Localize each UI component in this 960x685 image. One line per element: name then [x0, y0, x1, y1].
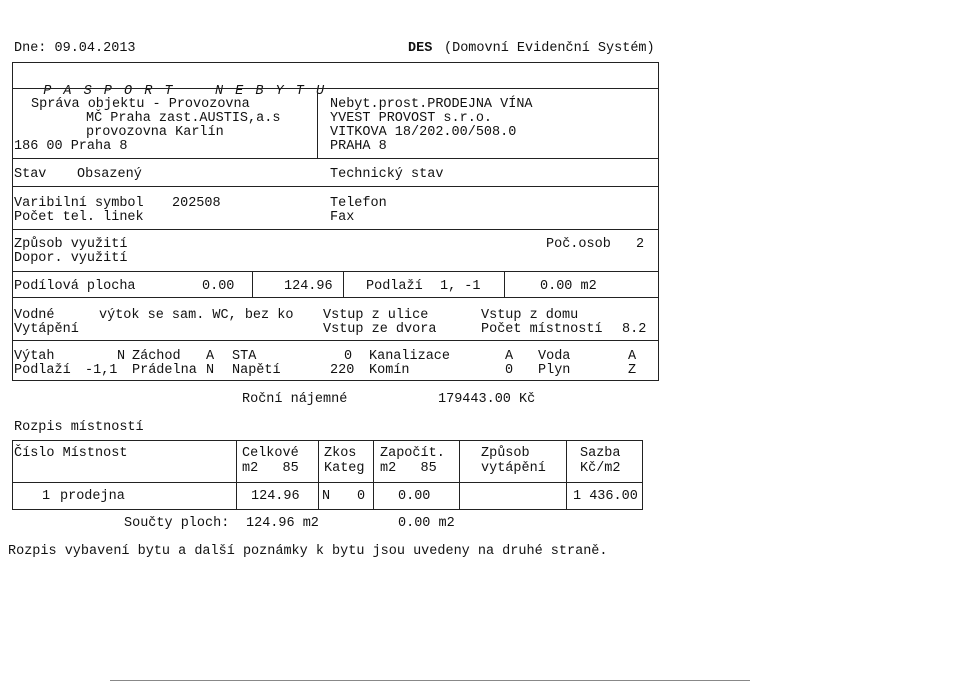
system-name: (Domovní Evidenční Systém) — [444, 41, 655, 56]
scan-line — [110, 680, 750, 681]
unit-line-2: YVEST PROVOST s.r.o. — [330, 111, 493, 126]
admin-line-1: Správa objektu - Provozovna — [31, 97, 250, 112]
unit-line-3: VITKOVA 18/202.00/508.0 — [330, 125, 517, 140]
area-sep-2 — [343, 271, 344, 297]
util-r2-label-1: Podlaží — [14, 363, 71, 378]
totals-label: Součty ploch: — [124, 516, 230, 531]
th-zkos: Zkos — [324, 446, 357, 461]
util-r2-value-1: -1,1 — [85, 363, 118, 378]
document-title — [23, 69, 326, 99]
admin-line-4: 186 00 Praha 8 — [14, 139, 128, 154]
area-sep-1 — [252, 271, 253, 297]
usage-label: Způsob využití — [14, 237, 128, 252]
admin-divider — [12, 158, 659, 159]
area-extra: 0.00 m2 — [540, 279, 597, 294]
util-r2-value-2: N — [206, 363, 215, 378]
rooms-section-title: Rozpis místností — [14, 420, 144, 435]
row-counted: 0.00 — [398, 489, 431, 504]
th-counted-2: m2 85 — [380, 461, 437, 476]
util-r2-label-5: Plyn — [538, 363, 571, 378]
th-kateg: Kateg — [324, 461, 365, 476]
col-sep-5 — [566, 440, 567, 510]
totals-total: 124.96 m2 — [246, 516, 319, 531]
row-number: 1 — [42, 489, 51, 504]
util-r2-label-2: Prádelna — [132, 363, 197, 378]
util-r1-value-3: 0 — [344, 349, 353, 364]
row-total: 124.96 — [251, 489, 300, 504]
water-label: Vodné — [14, 308, 55, 323]
area-total: 124.96 — [284, 279, 333, 294]
title-divider — [12, 88, 659, 89]
th-rate-1: Sazba — [580, 446, 621, 461]
th-room: Číslo Místnost — [14, 446, 128, 461]
phone-lines-label: Počet tel. linek — [14, 210, 144, 225]
util-r1-value-1: N — [117, 349, 126, 364]
row-name: prodejna — [60, 489, 125, 504]
row-kateg: 0 — [357, 489, 366, 504]
th-rate-2: Kč/m2 — [580, 461, 621, 476]
fax-label: Fax — [330, 210, 355, 225]
util-r2-label-4: Komín — [369, 363, 410, 378]
water-value: výtok se sam. WC, bez ko — [99, 308, 294, 323]
util-r1-label-1: Výtah — [14, 349, 55, 364]
th-counted-1: Započít. — [380, 446, 445, 461]
var-symbol-value: 202508 — [172, 196, 221, 211]
col-sep-4 — [459, 440, 460, 510]
admin-line-3: provozovna Karlín — [86, 125, 224, 140]
unit-line-1: Nebyt.prost.PRODEJNA VÍNA — [330, 97, 533, 112]
util-r2-value-5: Z — [628, 363, 637, 378]
contact-divider — [12, 229, 659, 230]
area-share: 0.00 — [202, 279, 235, 294]
persons-value: 2 — [636, 237, 645, 252]
row-rate: 1 436.00 — [573, 489, 638, 504]
admin-unit-divider — [317, 88, 318, 159]
facilities-divider — [12, 340, 659, 341]
heating-label: Vytápění — [14, 322, 79, 337]
th-total-2: m2 85 — [242, 461, 299, 476]
rent-value: 179443.00 Kč — [438, 392, 536, 407]
title-word-1: P A S P O R T — [43, 84, 175, 99]
footer-note: Rozpis vybavení bytu a další poznámky k bytu jsou uvedeny na druhé straně. — [8, 544, 608, 559]
title-word-2: N E B Y T U — [214, 84, 327, 99]
date-label: Dne: 09.04.2013 — [14, 41, 136, 56]
util-r1-value-2: A — [206, 349, 215, 364]
th-heat-1: Způsob — [481, 446, 530, 461]
rent-label: Roční nájemné — [242, 392, 348, 407]
tech-status-label: Technický stav — [330, 167, 444, 182]
area-label: Podílová plocha — [14, 279, 136, 294]
entry-street-label: Vstup z ulice — [323, 308, 429, 323]
table-header-divider — [12, 482, 643, 483]
util-r2-label-3: Napětí — [232, 363, 281, 378]
rooms-count-value: 8.2 — [622, 322, 647, 337]
area-divider — [12, 297, 659, 298]
rec-usage-label: Dopor. využití — [14, 251, 128, 266]
util-r2-value-4: 0 — [505, 363, 514, 378]
util-r1-label-5: Voda — [538, 349, 571, 364]
var-symbol-label: Varibilní symbol — [14, 196, 144, 211]
floor-label: Podlaží — [366, 279, 423, 294]
area-sep-3 — [504, 271, 505, 297]
rooms-count-label: Počet místností — [481, 322, 603, 337]
unit-line-4: PRAHA 8 — [330, 139, 387, 154]
admin-line-2: MČ Praha zast.AUSTIS,a.s — [86, 111, 281, 126]
util-r2-value-3: 220 — [330, 363, 355, 378]
totals-counted: 0.00 m2 — [398, 516, 455, 531]
system-abbr: DES — [408, 41, 433, 56]
th-heat-2: vytápění — [481, 461, 546, 476]
col-sep-1 — [236, 440, 237, 510]
usage-divider — [12, 271, 659, 272]
col-sep-3 — [373, 440, 374, 510]
th-total-1: Celkové — [242, 446, 299, 461]
util-r1-label-4: Kanalizace — [369, 349, 451, 364]
phone-label: Telefon — [330, 196, 387, 211]
util-r1-value-5: A — [628, 349, 637, 364]
util-r1-value-4: A — [505, 349, 514, 364]
entry-yard-label: Vstup ze dvora — [323, 322, 437, 337]
row-zkos: N — [322, 489, 331, 504]
entry-house-label: Vstup z domu — [481, 308, 579, 323]
floor-value: 1, -1 — [440, 279, 481, 294]
util-r1-label-3: STA — [232, 349, 257, 364]
status-label: Stav — [14, 167, 47, 182]
status-value: Obsazený — [77, 167, 142, 182]
persons-label: Poč.osob — [546, 237, 611, 252]
util-r1-label-2: Záchod — [132, 349, 181, 364]
status-divider — [12, 186, 659, 187]
col-sep-2 — [318, 440, 319, 510]
